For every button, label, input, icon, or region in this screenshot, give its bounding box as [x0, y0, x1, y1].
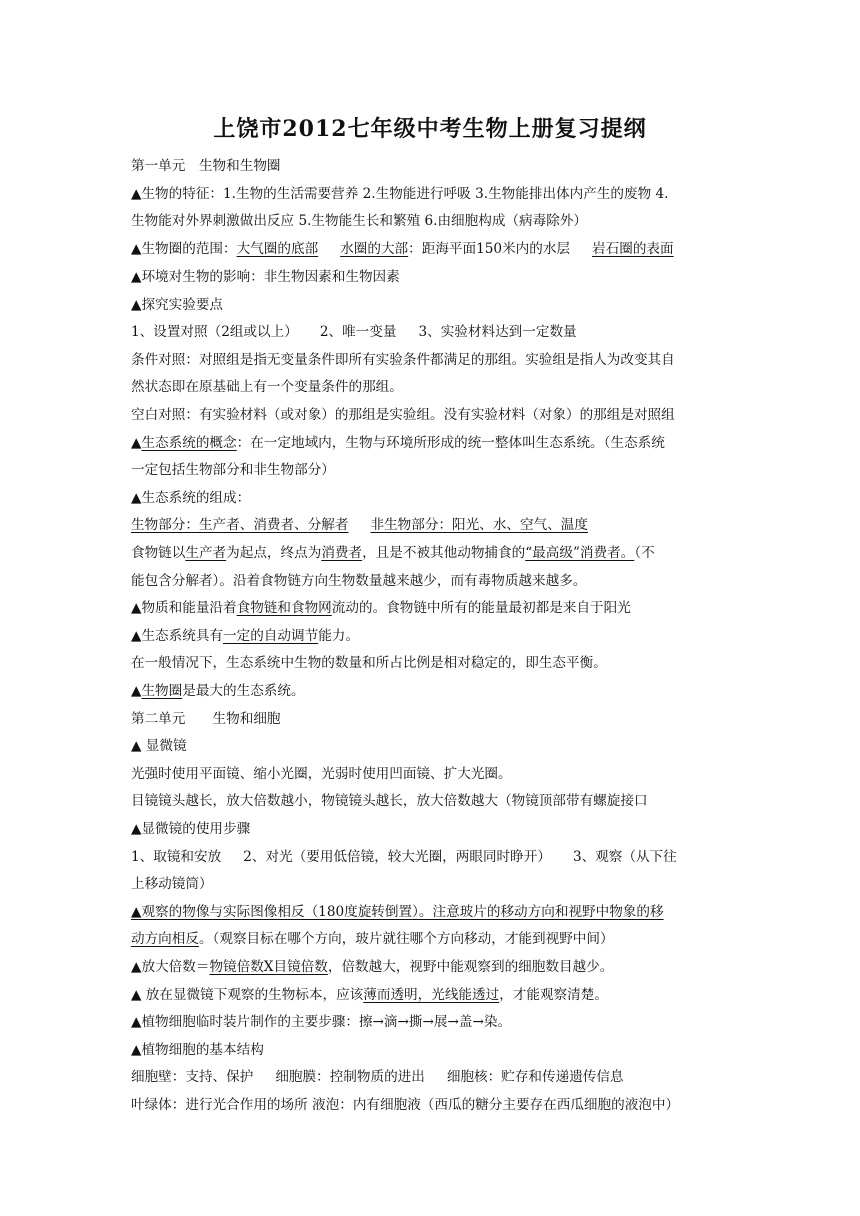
text-span: 能力。	[318, 628, 359, 644]
underlined-term: 生物圈	[141, 683, 183, 699]
text-line: 在一般情况下，生态系统中生物的数量和所占比例是相对稳定的，即生态平衡。	[131, 655, 607, 671]
text-span: ▲	[131, 683, 142, 699]
underlined-term: 生态系统的概念	[141, 435, 237, 451]
text-span: ▲生物圈的范围：	[131, 241, 237, 257]
text-span: 细胞壁：支持、保护	[131, 1069, 254, 1085]
text-line: ▲ 显微镜	[131, 738, 187, 754]
unit-1-heading: 第一单元 生物和生物圈	[131, 158, 281, 174]
underlined-term: “最高级”消费者。	[525, 545, 635, 561]
underlined-term: 一定的自动调节	[223, 628, 319, 644]
text-line: 叶绿体：进行光合作用的场所 液泡：内有细胞液（西瓜的糖分主要存在西瓜细胞的液泡中）	[131, 1097, 680, 1113]
text-span: ，且是不被其他动物捕食的	[362, 545, 526, 561]
text-span: 2、对光（要用低倍镜，较大光圈，两眼同时睁开）	[243, 849, 551, 865]
text-line	[131, 682, 736, 700]
text-line	[131, 434, 736, 452]
text-line: 上移动镜筒）	[131, 876, 213, 892]
underlined-term: 消费者	[321, 545, 363, 561]
text-span: ，倍数越大，视野中能观察到的细胞数目越少。	[327, 959, 614, 975]
text-line	[131, 544, 736, 562]
text-line	[131, 1068, 736, 1086]
text-line	[131, 599, 736, 617]
text-line: 光强时使用平面镜、缩小光圈，光弱时使用凹面镜、扩大光圈。	[131, 766, 512, 782]
text-line: ▲探究实验要点	[131, 297, 224, 313]
text-span: 食物链以	[131, 545, 186, 561]
underlined-term: 水圈的大部	[340, 241, 409, 257]
text-span: 1、取镜和安放	[131, 849, 222, 865]
text-line	[131, 986, 736, 1004]
text-line: 然状态即在原基础上有一个变量条件的那组。	[131, 379, 403, 395]
text-span: 为起点，终点为	[226, 545, 322, 561]
document-title: 上饶市2012七年级中考生物上册复习提纲	[213, 116, 647, 142]
text-line	[131, 323, 736, 341]
text-line: ▲显微镜的使用步骤	[131, 821, 251, 837]
text-line: 生物能对外界刺激做出反应 5.生物能生长和繁殖 6.由细胞构成（病毒除外）	[131, 213, 587, 229]
text-line: 一定包括生物部分和非生物部分）	[131, 462, 335, 478]
text-span: 流动的。食物链中所有的能量最初都是来自于阳光	[331, 600, 631, 616]
text-span: 是最大的生态系统。	[182, 683, 305, 699]
text-span: ：在一定地域内，生物与环境所形成的统一整体叫生态系统。（生态系统	[236, 435, 665, 451]
text-line: ▲生物的特征：1.生物的生活需要营养 2.生物能进行呼吸 3.生物能排出体内产生的废物 4.	[131, 186, 669, 202]
text-line	[131, 516, 736, 534]
text-line: ▲植物细胞的基本结构	[131, 1042, 264, 1058]
text-span: 细胞核：贮存和传递遗传信息	[446, 1069, 624, 1085]
text-span: （不	[634, 545, 655, 561]
underlined-term: 生物部分：生产者、消费者、分解者	[131, 517, 349, 533]
text-line	[131, 958, 736, 976]
underlined-term: 食物链和食物网	[236, 600, 332, 616]
unit-2-heading: 第二单元 生物和细胞	[131, 711, 281, 727]
text-line: 条件对照：对照组是指无变量条件即所有实验条件都满足的那组。实验组是指人为改变其自	[131, 352, 675, 368]
text-line	[131, 930, 736, 948]
underlined-term: 非生物部分：阳光、水、空气、温度	[370, 517, 588, 533]
text-span: ▲物质和能量沿着	[131, 600, 237, 616]
text-line: ▲生态系统的组成：	[131, 490, 251, 506]
text-line	[131, 848, 736, 866]
text-span: 。（观察目标在哪个方向，玻片就往哪个方向移动，才能到视野中间）	[198, 931, 614, 947]
text-line: 空白对照：有实验材料（或对象）的那组是实验组。没有实验材料（对象）的那组是对照组	[131, 407, 675, 423]
text-span: 细胞膜：控制物质的进出	[275, 1069, 425, 1085]
text-line: ▲植物细胞临时装片制作的主要步骤：擦→滴→撕→展→盖→染。	[131, 1014, 512, 1030]
text-span: ▲生态系统具有	[131, 628, 224, 644]
underlined-term: 大气圈的底部	[236, 241, 319, 257]
text-line: ▲观察的物像与实际图像相反（180度旋转倒置）。注意玻片的移动方向和视野中物象的移	[131, 904, 664, 920]
text-line: 能包含分解者）。沿着食物链方向生物数量越来越少，而有毒物质越来越多。	[131, 573, 587, 589]
text-span: 1、设置对照（2组或以上）	[131, 324, 298, 340]
text-span: 3、观察（从下往	[572, 849, 677, 865]
text-line	[131, 627, 736, 645]
underlined-term: 物镜倍数X目镜倍数	[209, 959, 328, 975]
underlined-term: 薄而透明，光线能透过	[363, 987, 500, 1003]
underlined-term: 动方向相反	[131, 931, 199, 947]
text-span: ：距海平面150米内的水层	[408, 241, 571, 257]
text-span: 2、唯一变量	[319, 324, 397, 340]
text-line	[131, 240, 736, 258]
text-line: ▲环境对生物的影响：非生物因素和生物因素	[131, 269, 400, 285]
text-span: ▲	[131, 435, 142, 451]
underlined-term: 生产者	[185, 545, 227, 561]
text-span: ，才能观察清楚。	[499, 987, 608, 1003]
text-span: 3、实验材料达到一定数量	[418, 324, 577, 340]
text-span: ▲ 放在显微镜下观察的生物标本，应该	[131, 987, 364, 1003]
text-line: 目镜镜头越长，放大倍数越小，物镜镜头越长，放大倍数越大（物镜顶部带有螺旋接口	[131, 793, 648, 809]
text-span: ▲放大倍数＝	[131, 959, 210, 975]
underlined-term: 岩石圈的表面	[592, 241, 674, 257]
